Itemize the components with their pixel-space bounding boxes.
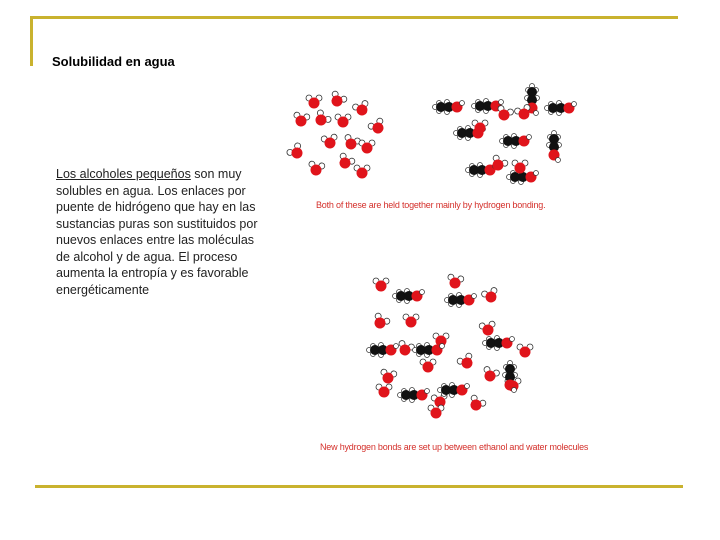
ethanol-molecule — [393, 289, 425, 304]
water-molecule — [428, 405, 444, 419]
water-molecule — [342, 134, 362, 152]
water-molecule — [481, 366, 501, 384]
water-molecules-top — [286, 90, 388, 178]
ethanol-molecule — [500, 134, 532, 149]
water-molecule — [352, 100, 372, 118]
water-molecule — [370, 312, 391, 332]
water-molecule — [420, 359, 436, 373]
water-molecule — [307, 161, 325, 177]
water-molecule — [321, 134, 339, 150]
water-molecule — [466, 394, 487, 414]
water-molecule — [373, 278, 389, 292]
ethanol-molecule — [545, 101, 577, 116]
water-molecule — [286, 142, 307, 163]
ethanol-molecule — [547, 131, 562, 163]
water-molecule — [327, 90, 348, 110]
ethanol-molecule — [438, 383, 470, 398]
mixed-molecules-bottom — [367, 274, 534, 419]
water-molecule — [376, 384, 392, 398]
water-molecule — [396, 340, 416, 358]
ethanol-molecule — [413, 343, 445, 358]
water-molecule — [292, 112, 310, 128]
ethanol-molecule — [398, 388, 430, 403]
caption-mixture: New hydrogen bonds are set up between ethanol and water molecules — [320, 442, 589, 452]
ethanol-molecule — [445, 293, 477, 308]
water-molecule — [481, 287, 501, 305]
ethanol-molecules-top — [433, 84, 577, 185]
water-molecule — [403, 314, 419, 328]
water-molecule — [311, 109, 332, 130]
water-molecule — [456, 352, 477, 372]
water-molecule — [359, 140, 375, 154]
body-underlined-phrase: Los alcoholes pequeños — [56, 167, 191, 181]
water-molecule — [479, 321, 497, 337]
water-molecule — [335, 114, 351, 128]
water-molecule — [379, 369, 397, 385]
ethanol-molecule — [367, 343, 399, 358]
water-molecule — [446, 274, 464, 290]
body-rest: son muy solubles en agua. Los enlaces por puente de hidrógeno que hay en las sustancias puras son sustituidos por nuevos enlaces entre las moléculas de alcohol y de agua. El proceso aumenta la entropía y es favorable energéticamente — [56, 167, 258, 297]
ethanol-molecule — [472, 99, 504, 114]
slide-title: Solubilidad en agua — [52, 54, 175, 69]
ethanol-molecule — [503, 361, 518, 393]
ethanol-molecule — [483, 336, 515, 351]
water-molecule — [335, 152, 356, 172]
water-molecule — [354, 165, 370, 179]
water-molecule — [367, 117, 388, 137]
water-molecule — [306, 95, 322, 109]
ethanol-molecule — [433, 100, 465, 115]
caption-pure-liquids: Both of these are held together mainly by hydrogen bonding. — [316, 200, 546, 210]
water-molecule — [517, 344, 533, 358]
